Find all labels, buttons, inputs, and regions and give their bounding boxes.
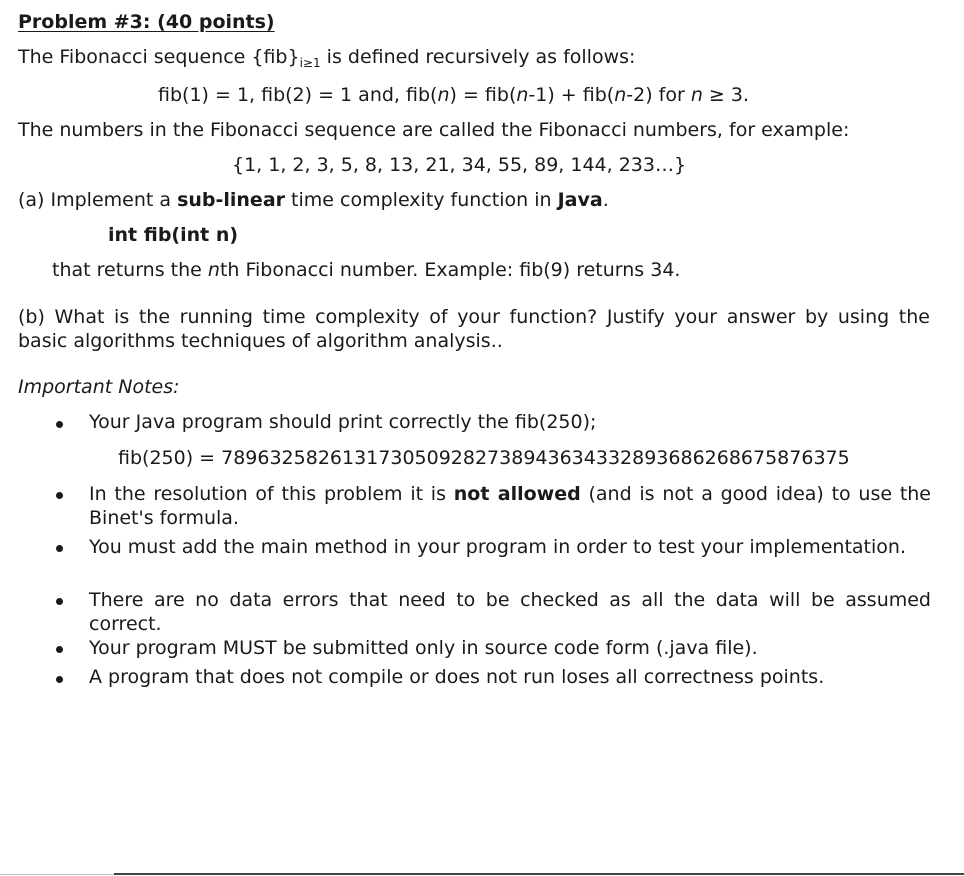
bullet-icon — [56, 598, 63, 605]
function-signature: int fib(int n) — [108, 224, 239, 246]
part-a-description: that returns the nth Fibonacci number. Example: fib(9) returns 34. — [52, 259, 681, 281]
part-b-question: (b) What is the running time complexity of your function? Justify your answer by using the basic algorithms techniques of algorithm analysis.. — [18, 306, 930, 352]
sequence-example: {1, 1, 2, 3, 5, 8, 13, 21, 34, 55, 89, 144, 233…} — [232, 154, 687, 176]
part-a-question: (a) Implement a sub-linear time complexity function in Java. — [18, 189, 609, 211]
note-binet: In the resolution of this problem it is not allowed (and is not a good idea) to use the Binet's formula. — [89, 483, 931, 529]
note-fib250-value: fib(250) = 7896325826131730509282738943634332893686268675876375 — [118, 447, 850, 469]
notes-heading: Important Notes: — [18, 376, 180, 398]
intro-subscript: i≥1 — [299, 56, 321, 70]
bullet-icon — [56, 676, 63, 683]
numbers-intro: The numbers in the Fibonacci sequence are called the Fibonacci numbers, for example: — [18, 119, 850, 141]
note-fib250-print: Your Java program should print correctly the fib(250); — [89, 411, 597, 433]
definition-formula: fib(1) = 1, fib(2) = 1 and, fib(n) = fib(n-1) + fib(n-2) for n ≥ 3. — [158, 84, 749, 106]
note-data-errors: There are no data errors that need to be checked as all the data will be assumed correct. — [89, 589, 931, 635]
note-submission: Your program MUST be submitted only in source code form (.java file). — [89, 637, 758, 659]
note-compile: A program that does not compile or does not run loses all correctness points. — [89, 666, 825, 688]
page-divider — [114, 873, 964, 875]
bullet-icon — [56, 421, 63, 428]
intro-text: The Fibonacci sequence $\{fib\}_{i\ge 1}$ is defined recursively as follows: — [18, 46, 636, 70]
note-main-method: You must add the main method in your program in order to test your implementation. — [89, 536, 906, 558]
bullet-icon — [56, 492, 63, 499]
problem-title: Problem #3: (40 points) — [18, 11, 275, 33]
page-divider-faint — [0, 874, 114, 875]
bullet-icon — [56, 545, 63, 552]
bullet-icon — [56, 646, 63, 653]
